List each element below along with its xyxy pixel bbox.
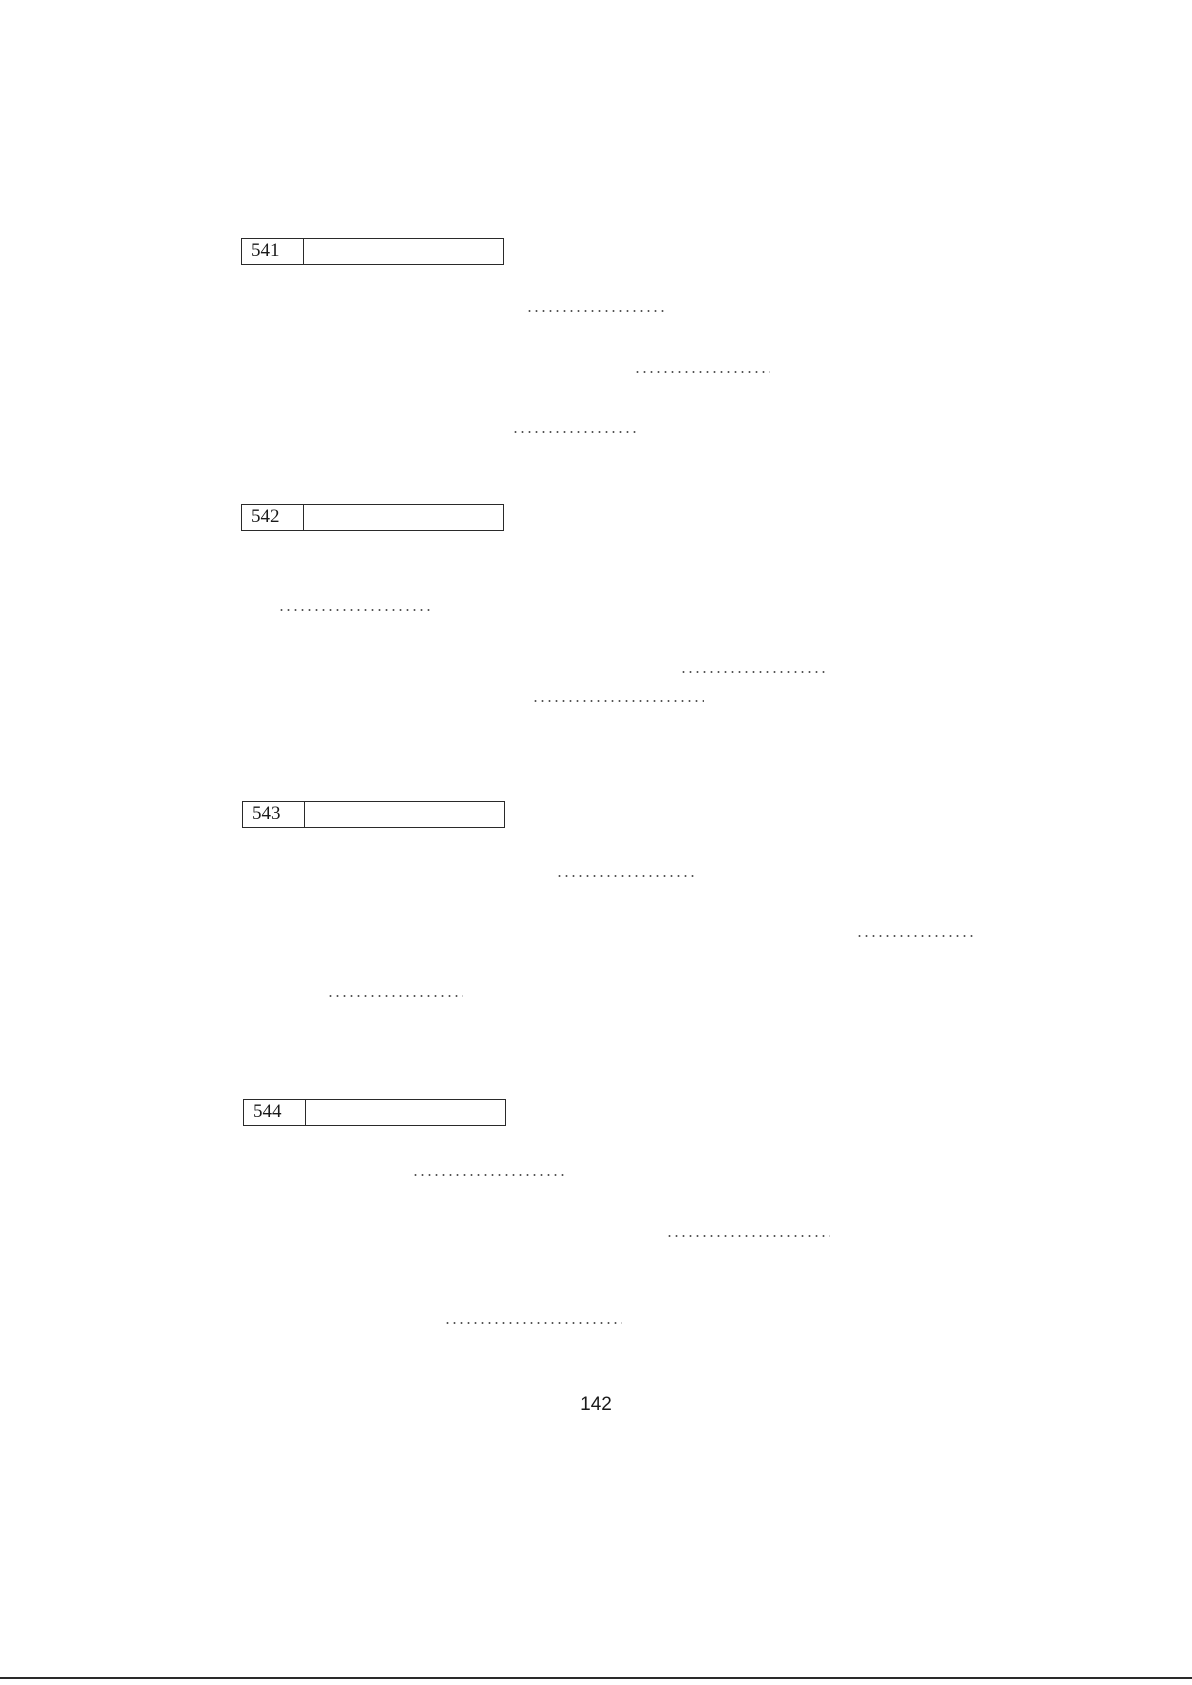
answer-blank [412, 1174, 564, 1176]
page-number: 142 [580, 1394, 612, 1415]
question-number-box [241, 238, 504, 265]
answer-blank [532, 700, 704, 702]
question-number: 541 [242, 239, 304, 264]
answer-field [304, 505, 503, 530]
answer-blank [278, 609, 434, 611]
answer-blank [526, 310, 664, 312]
question-number-box [243, 1099, 506, 1126]
answer-blank [556, 875, 696, 877]
question-number: 542 [242, 505, 304, 530]
answer-field [304, 239, 503, 264]
bottom-divider [0, 1677, 1192, 1679]
answer-blank [512, 431, 636, 433]
answer-field [305, 802, 504, 827]
question-number-box [242, 801, 505, 828]
answer-field [306, 1100, 505, 1125]
question-number-box [241, 504, 504, 531]
answer-blank [666, 1235, 830, 1237]
question-number: 544 [244, 1100, 306, 1125]
answer-blank [444, 1322, 622, 1324]
answer-blank [680, 671, 825, 673]
answer-blank [856, 935, 976, 937]
question-number: 543 [243, 802, 305, 827]
answer-blank [634, 371, 770, 373]
answer-blank [327, 995, 463, 997]
